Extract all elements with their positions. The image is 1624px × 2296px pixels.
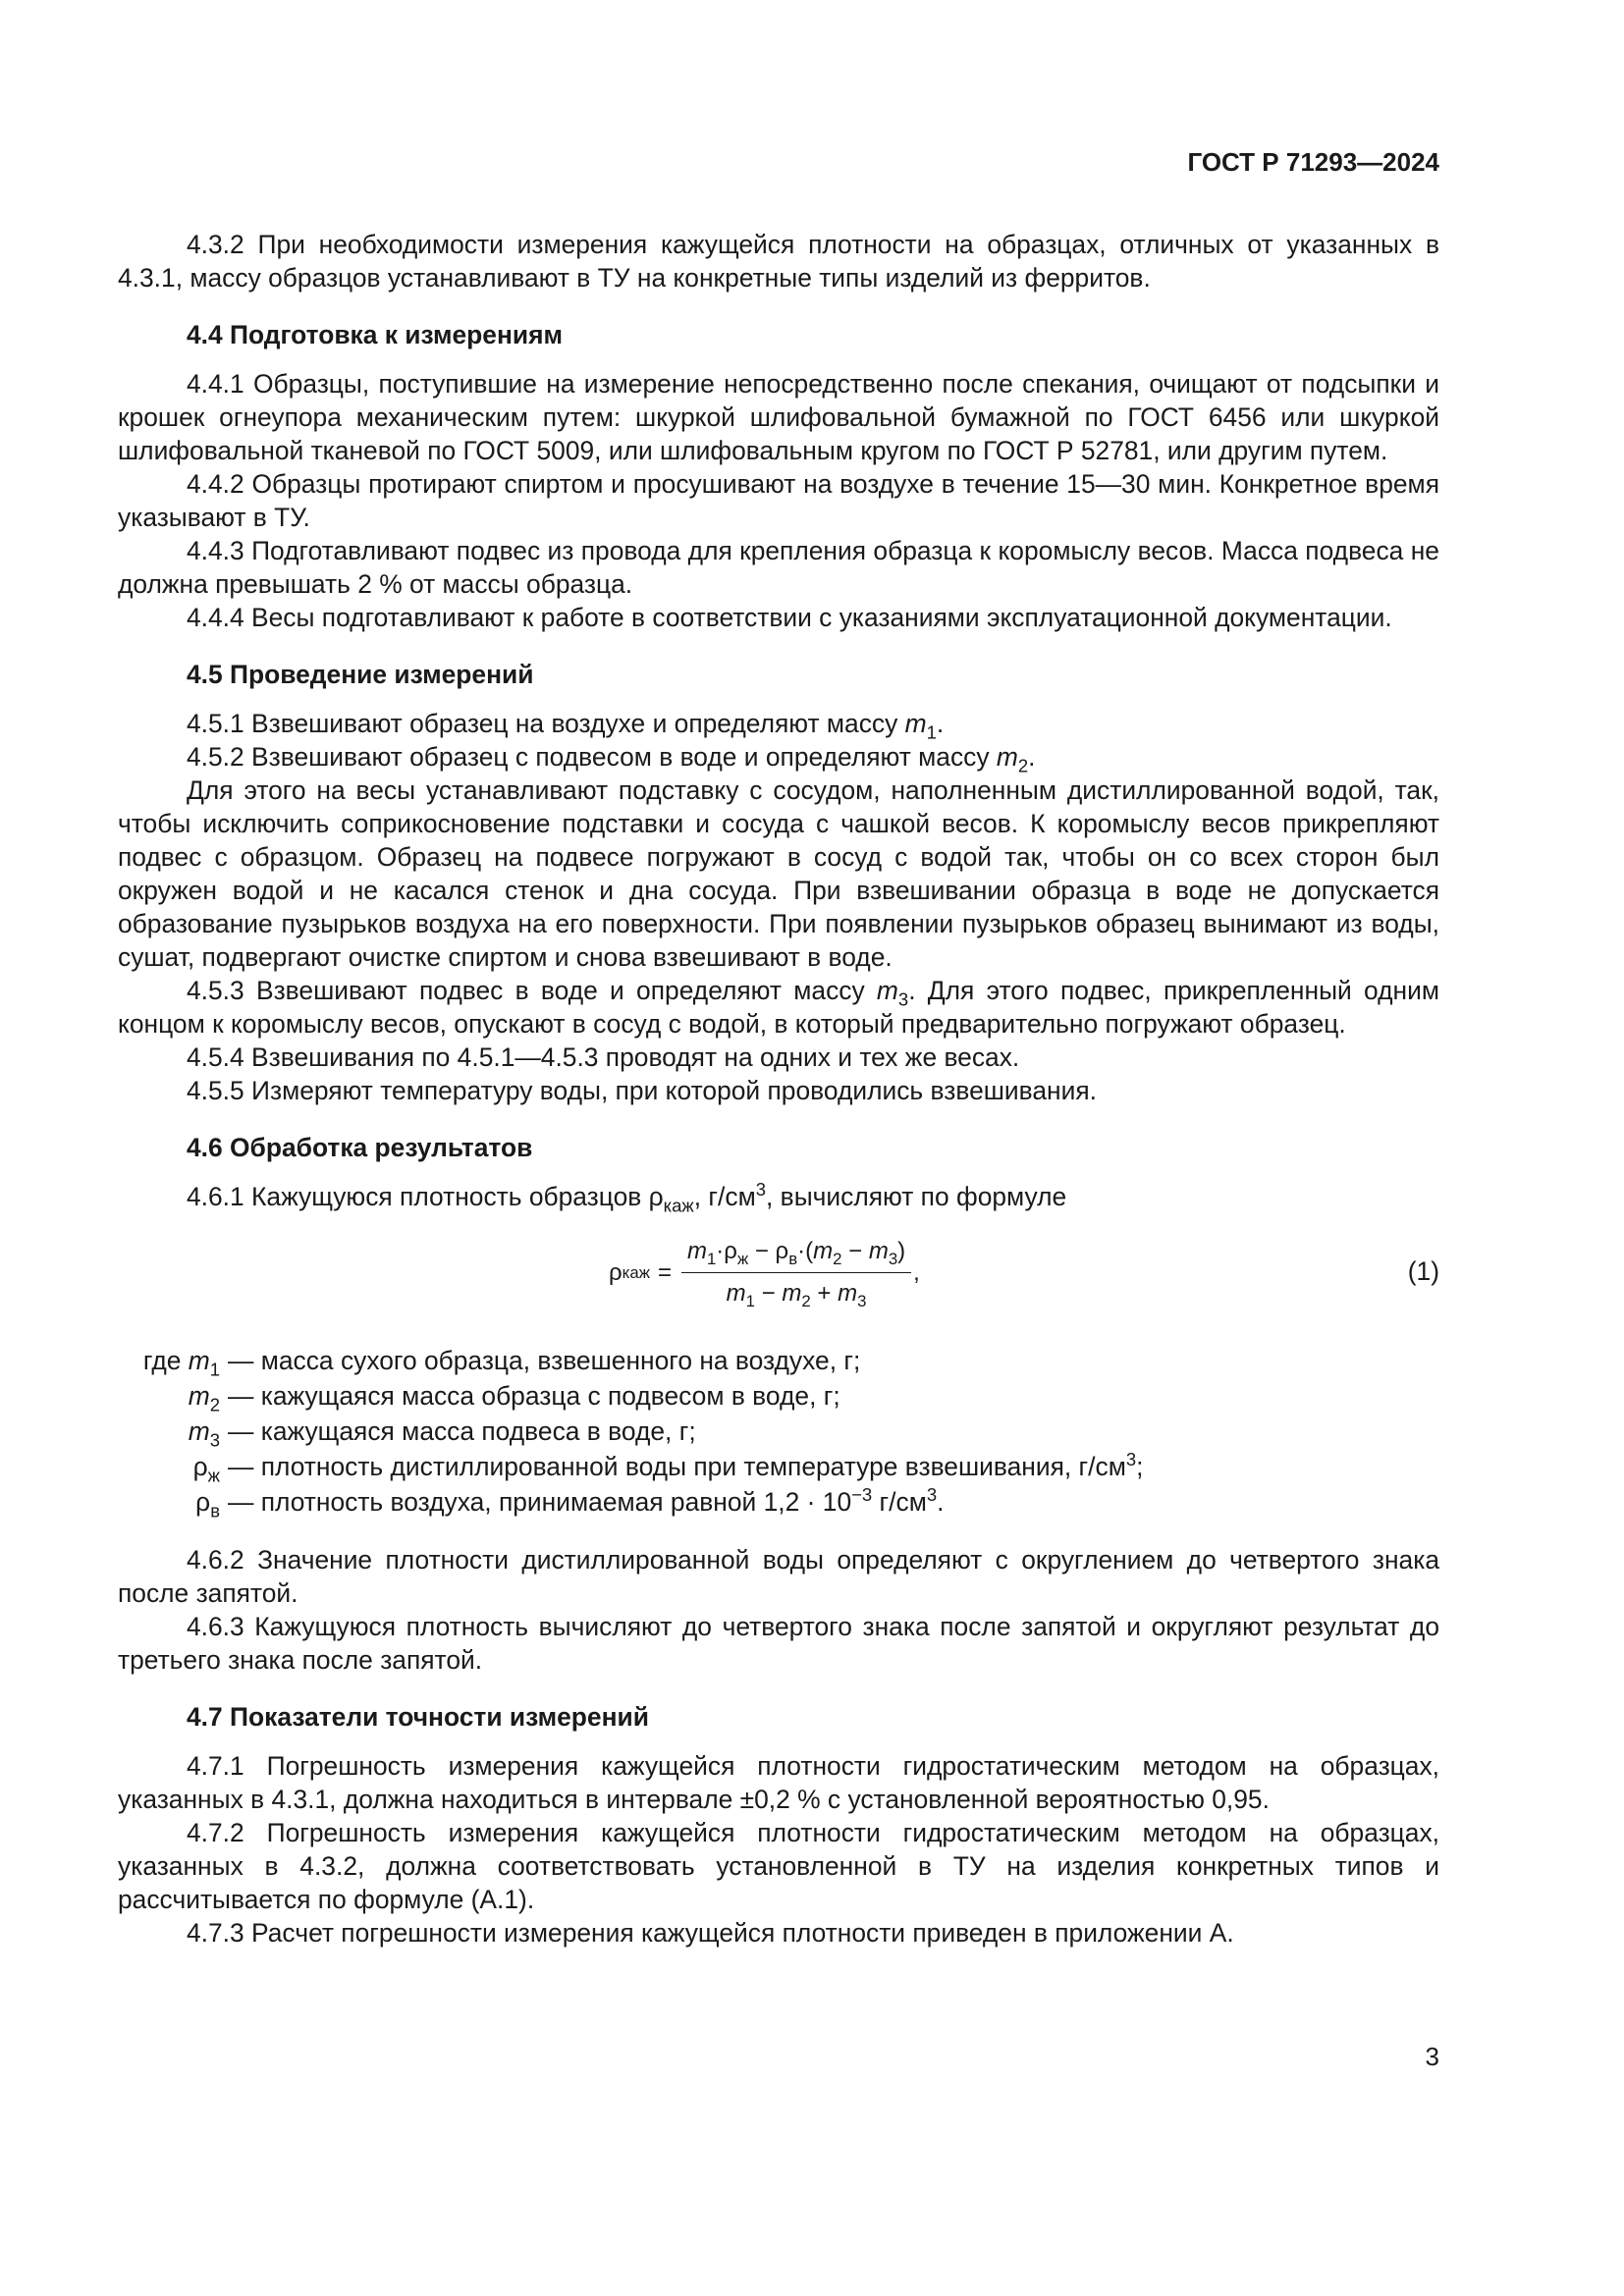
- section-heading-4-5: 4.5 Проведение измерений: [187, 660, 534, 689]
- paragraph-4-7-2: 4.7.2 Погрешность измерения кажущейся плотности гидростатическим методом на образцах, указанных в 4.3.2, должна соответствовать установленной в ТУ на изделия конкретных типов и рассчитывается по формуле (А.1).: [118, 1818, 1439, 1914]
- paragraph-4-5-2-detail: Для этого на весы устанавливают подставку с сосудом, наполненным дистиллированной водой, так, чтобы исключить соприкосновение подставки и сосуда с чашкой весов. К коромыслу весов прикрепляют подвес с образцом. Образец на подвесе погружают в сосуд с водой так, чтобы он со всех сторон был окружен водой и не касался стенок и дна сосуда. При взвешивании образца в воде не допускается образование пузырьков воздуха на его поверхности. При появлении пузырьков образец вынимают из воды, сушат, подвергают очистке спиртом и снова взвешивают в воде.: [118, 775, 1439, 972]
- formula-number: (1): [1407, 1256, 1439, 1286]
- formula-expression: ρ каж = $\frac{m_1\cdot\rho_ж - \rho_в\cdot(m_2 - m_3)}{m_1 - m_2 + m_3}$ ,: [609, 1235, 920, 1310]
- formula-1: [118, 1231, 1439, 1321]
- formula-numerator: $m_1\cdot\rho_ж - \rho_в\cdot(m_2 - m_3)$: [681, 1235, 911, 1273]
- paragraph-4-4-3: 4.4.3 Подготавливают подвес из провода для крепления образца к коромыслу весов. Масса подвеса не должна превышать 2 % от массы образца.: [118, 536, 1439, 599]
- section-heading-4-6: 4.6 Обработка результатов: [187, 1133, 533, 1162]
- section-heading-4-7: 4.7 Показатели точности измерений: [187, 1702, 649, 1732]
- paragraph-4-6-2: 4.6.2 Значение плотности дистиллированной воды определяют с округлением до четвертого знака после запятой.: [118, 1545, 1439, 1608]
- page-content: [118, 228, 1439, 1949]
- paragraph-4-5-4: 4.5.4 Взвешивания по 4.5.1—4.5.3 проводят на одних и тех же весах.: [187, 1042, 1020, 1072]
- section-heading-4-4: 4.4 Подготовка к измерениям: [187, 320, 564, 349]
- paragraph-4-5-5: 4.5.5 Измеряют температуру воды, при которой проводились взвешивания.: [187, 1076, 1097, 1105]
- formula-denominator: $m_1 - m_2 + m_3$: [726, 1280, 867, 1310]
- standard-code: ГОСТ Р 71293—2024: [1187, 147, 1439, 177]
- paragraph-4-5-2: 4.5.2 Взвешивают образец с подвесом в воде и определяют массу $m_2$.: [187, 742, 1036, 776]
- paragraph-4-7-3: 4.7.3 Расчет погрешности измерения кажущейся плотности приведен в приложении А.: [187, 1918, 1234, 1948]
- formula-fraction: [681, 1235, 911, 1310]
- paragraph-4-4-2: 4.4.2 Образцы протирают спиртом и просушивают на воздухе в течение 15—30 мин. Конкретное время указывают в ТУ.: [118, 469, 1439, 532]
- paragraph-4-6-1: 4.6.1 Кажущуюся плотность образцов $\rho_{каж}$, $г/см^3$, вычисляют по формуле: [187, 1178, 1067, 1216]
- definition-m2: $m_2$ — кажущаяся масса образца с подвесом в воде, г;: [188, 1381, 840, 1415]
- paragraph-4-6-3: 4.6.3 Кажущуюся плотность вычисляют до четвертого знака после запятой и округляют результат до третьего знака после запятой.: [118, 1612, 1439, 1675]
- paragraph-4-5-3: 4.5.3 Взвешивают подвес в воде и определяют массу $m_3$. Для этого подвес, прикрепленный одним концом к коромыслу весов, опускают в сосуд с водой, в который предварительно погружают образец.: [118, 976, 1439, 1039]
- definition-m1: где $m_1$ — масса сухого образца, взвешенного на воздухе, г;: [142, 1346, 861, 1380]
- paragraph-4-5-1: 4.5.1 Взвешивают образец на воздухе и определяют массу $m_1$.: [187, 709, 945, 743]
- definition-rho-water: $\rho_ж$ — плотность дистиллированной воды при температуре взвешивания, $г/см^3$;: [192, 1448, 1144, 1486]
- page-number: 3: [1425, 2042, 1439, 2071]
- paragraph-4-4-4: 4.4.4 Весы подготавливают к работе в соответствии с указаниями эксплуатационной документации.: [187, 603, 1392, 632]
- definition-rho-air: $\rho_в$ — плотность воздуха, принимаемая равной $1,2 \cdot 10^{-3}$ $г/см^3$.: [195, 1483, 945, 1522]
- paragraph-4-4-1: 4.4.1 Образцы, поступившие на измерение непосредственно после спекания, очищают от подсыпки и крошек огнеупора механическим путем: шкуркой шлифовальной бумажной по ГОСТ 6456 или шкуркой шлифовальной тканевой по ГОСТ 5009, или шлифовальным кругом по ГОСТ Р 52781, или другим путем.: [118, 369, 1439, 465]
- paragraph-4-3-2: 4.3.2 При необходимости измерения кажущейся плотности на образцах, отличных от указанных в 4.3.1, массу образцов устанавливают в ТУ на конкретные типы изделий из ферритов.: [118, 230, 1439, 293]
- definition-m3: $m_3$ — кажущаяся масса подвеса в воде, г;: [188, 1416, 696, 1451]
- paragraph-4-7-1: 4.7.1 Погрешность измерения кажущейся плотности гидростатическим методом на образцах, указанных в 4.3.1, должна находиться в интервале ±0,2 % с установленной вероятностью 0,95.: [118, 1751, 1439, 1814]
- variable-definitions: [118, 1343, 1439, 1520]
